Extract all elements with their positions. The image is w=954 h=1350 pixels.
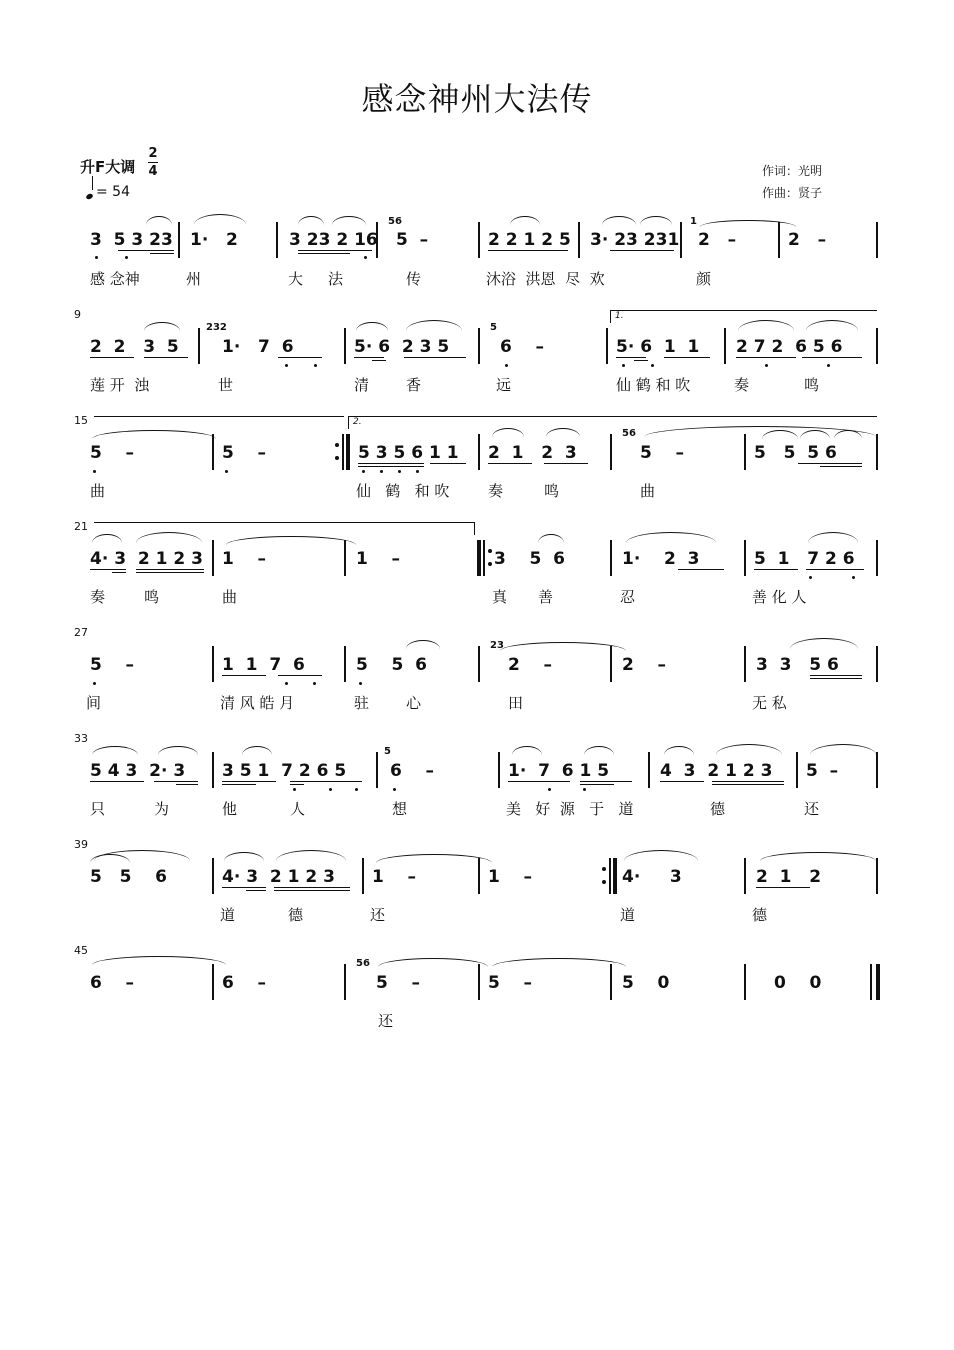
measure-41: 1 – bbox=[372, 867, 417, 887]
lyric: 远 bbox=[496, 376, 512, 394]
key-signature: 升F大调 bbox=[80, 158, 136, 176]
measure-43: 4· 3 bbox=[622, 867, 682, 887]
time-signature-bottom: 4 bbox=[148, 164, 158, 179]
measure-21: 4· 3 2 1 2 3 bbox=[90, 549, 203, 569]
tempo-value: = 54 bbox=[96, 184, 130, 200]
measure-38: 5 – bbox=[806, 761, 839, 781]
lyric: 沐浴 洪恩 尽 欢 bbox=[486, 270, 605, 288]
lyric: 鸣 bbox=[144, 588, 160, 606]
measure-34: 3 5 1 7 2 6 5 bbox=[222, 761, 347, 781]
measure-17: 5 3 5 6 1 1 bbox=[358, 443, 459, 463]
measure-number: 27 bbox=[74, 626, 88, 639]
grace-note: 56 bbox=[388, 216, 402, 227]
measure-46: 6 – bbox=[222, 973, 267, 993]
grace-note: 1 bbox=[690, 216, 697, 227]
measure-44: 2 1 2 bbox=[756, 867, 822, 887]
measure-26: 5 1 7 2 6 bbox=[754, 549, 855, 569]
measure-19: 5 – bbox=[640, 443, 685, 463]
measure-10: 1· 7 6 bbox=[222, 337, 294, 357]
lyric: 还 bbox=[378, 1012, 394, 1030]
lyric: 大 bbox=[288, 270, 304, 288]
lyric: 为 bbox=[154, 800, 170, 818]
lyric: 清 bbox=[354, 376, 370, 394]
measure-22: 1 – bbox=[222, 549, 267, 569]
lyric: 奏 bbox=[90, 588, 106, 606]
composer-credit: 作曲：贤子 bbox=[762, 186, 823, 200]
quarter-note-icon bbox=[85, 193, 93, 200]
lyric: 仙 鹤 和 吹 bbox=[356, 482, 450, 500]
lyric: 德 bbox=[288, 906, 304, 924]
measure-28: 1 1 7 6 bbox=[222, 655, 305, 675]
measure-32: 3 3 5 6 bbox=[756, 655, 839, 675]
measure-25: 1· 2 3 bbox=[622, 549, 700, 569]
lyric: 德 bbox=[752, 906, 768, 924]
measure-8: 2 – bbox=[788, 230, 827, 250]
lyric: 世 bbox=[218, 376, 234, 394]
first-ending-bracket: 1. bbox=[610, 310, 877, 323]
lyric: 清 风 皓 月 bbox=[220, 694, 295, 712]
measure-6: 3· 23 231 bbox=[590, 230, 680, 250]
measure-number: 33 bbox=[74, 732, 88, 745]
lyric: 只 bbox=[90, 800, 106, 818]
grace-note: 5 bbox=[384, 746, 391, 757]
measure-16: 5 – bbox=[222, 443, 267, 463]
measure-20: 5 5 5 6 bbox=[754, 443, 837, 463]
time-signature bbox=[148, 146, 158, 179]
lyric: 颜 bbox=[696, 270, 712, 288]
measure-45: 6 – bbox=[90, 973, 135, 993]
measure-36: 1· 7 6 1 5 bbox=[508, 761, 610, 781]
time-signature-top: 2 bbox=[148, 146, 158, 161]
grace-note: 5 bbox=[490, 322, 497, 333]
measure-15: 5 – bbox=[90, 443, 135, 463]
lyric: 想 bbox=[392, 800, 408, 818]
lyric: 还 bbox=[370, 906, 386, 924]
lyric: 德 bbox=[710, 800, 726, 818]
lyric: 莲 开 浊 bbox=[90, 376, 150, 394]
measure-number: 45 bbox=[74, 944, 88, 957]
measure-4: 5 – bbox=[396, 230, 429, 250]
lyric: 香 bbox=[406, 376, 422, 394]
lyric: 鸣 bbox=[804, 376, 820, 394]
measure-40: 4· 3 2 1 2 3 bbox=[222, 867, 335, 887]
second-ending-bracket: 2. bbox=[348, 416, 877, 429]
measure-11: 5· 6 2 3 5 bbox=[354, 337, 450, 357]
measure-number: 15 bbox=[74, 414, 88, 427]
lyric: 人 bbox=[290, 800, 306, 818]
measure-12: 6 – bbox=[500, 337, 545, 357]
measure-13: 5· 6 1 1 bbox=[616, 337, 700, 357]
lyric: 善 化 人 bbox=[752, 588, 807, 606]
first-ending-continuation bbox=[94, 416, 344, 429]
grace-note: 56 bbox=[622, 428, 636, 439]
measure-9: 2 2 3 5 bbox=[90, 337, 179, 357]
lyric: 奏 bbox=[734, 376, 750, 394]
measure-14: 2 7 2 6 5 6 bbox=[736, 337, 843, 357]
lyric: 奏 bbox=[488, 482, 504, 500]
measure-39: 5 5 6 bbox=[90, 867, 167, 887]
measure-31: 2 – bbox=[622, 655, 667, 675]
measure-number: 9 bbox=[74, 308, 81, 321]
measure-number: 39 bbox=[74, 838, 88, 851]
lyric: 仙 鹤 和 吹 bbox=[616, 376, 691, 394]
measure-47: 5 – bbox=[376, 973, 421, 993]
tempo-marking bbox=[86, 182, 130, 200]
measure-5: 2 2 1 2 5 bbox=[488, 230, 571, 250]
measure-30: 2 – bbox=[508, 655, 553, 675]
lyric: 曲 bbox=[90, 482, 106, 500]
lyric: 法 bbox=[328, 270, 344, 288]
measure-1: 3 5 3 23 bbox=[90, 230, 173, 250]
measure-42: 1 – bbox=[488, 867, 533, 887]
measure-48: 5 – bbox=[488, 973, 533, 993]
lyric: 田 bbox=[508, 694, 524, 712]
lyric: 美 好 源 于 道 bbox=[506, 800, 634, 818]
measure-33: 5 4 3 2· 3 bbox=[90, 761, 186, 781]
score-title: 感念神州大法传 bbox=[361, 80, 593, 118]
lyric: 无 私 bbox=[752, 694, 787, 712]
measure-49: 5 0 bbox=[622, 973, 670, 993]
lyricist-credit: 作词：光明 bbox=[762, 164, 823, 178]
lyric: 道 bbox=[220, 906, 236, 924]
measure-27: 5 – bbox=[90, 655, 135, 675]
measure-number: 21 bbox=[74, 520, 88, 533]
measure-35: 6 – bbox=[390, 761, 435, 781]
lyric: 道 bbox=[620, 906, 636, 924]
lyric: 鸣 bbox=[544, 482, 560, 500]
lyric: 间 bbox=[86, 694, 102, 712]
lyric: 曲 bbox=[222, 588, 238, 606]
lyric: 善 bbox=[538, 588, 554, 606]
lyric: 真 bbox=[492, 588, 508, 606]
lyric: 曲 bbox=[640, 482, 656, 500]
measure-50: 0 0 bbox=[774, 973, 822, 993]
lyric: 心 bbox=[406, 694, 422, 712]
measure-2: 1· 2 bbox=[190, 230, 238, 250]
measure-24: 3 5 6 bbox=[494, 549, 565, 569]
lyric: 州 bbox=[186, 270, 202, 288]
measure-3: 3 23 2 16 bbox=[289, 230, 378, 250]
grace-note: 23 bbox=[490, 640, 504, 651]
measure-29: 5 5 6 bbox=[356, 655, 427, 675]
grace-note: 56 bbox=[356, 958, 370, 969]
lyric: 还 bbox=[804, 800, 820, 818]
lyric: 忍 bbox=[620, 588, 636, 606]
measure-18: 2 1 2 3 bbox=[488, 443, 577, 463]
lyric: 传 bbox=[406, 270, 422, 288]
lyric: 感 念神 bbox=[90, 270, 140, 288]
lyric: 驻 bbox=[354, 694, 370, 712]
measure-37: 4 3 2 1 2 3 bbox=[660, 761, 773, 781]
lyric: 他 bbox=[222, 800, 238, 818]
measure-23: 1 – bbox=[356, 549, 401, 569]
grace-note: 232 bbox=[206, 322, 227, 333]
measure-7: 2 – bbox=[698, 230, 737, 250]
